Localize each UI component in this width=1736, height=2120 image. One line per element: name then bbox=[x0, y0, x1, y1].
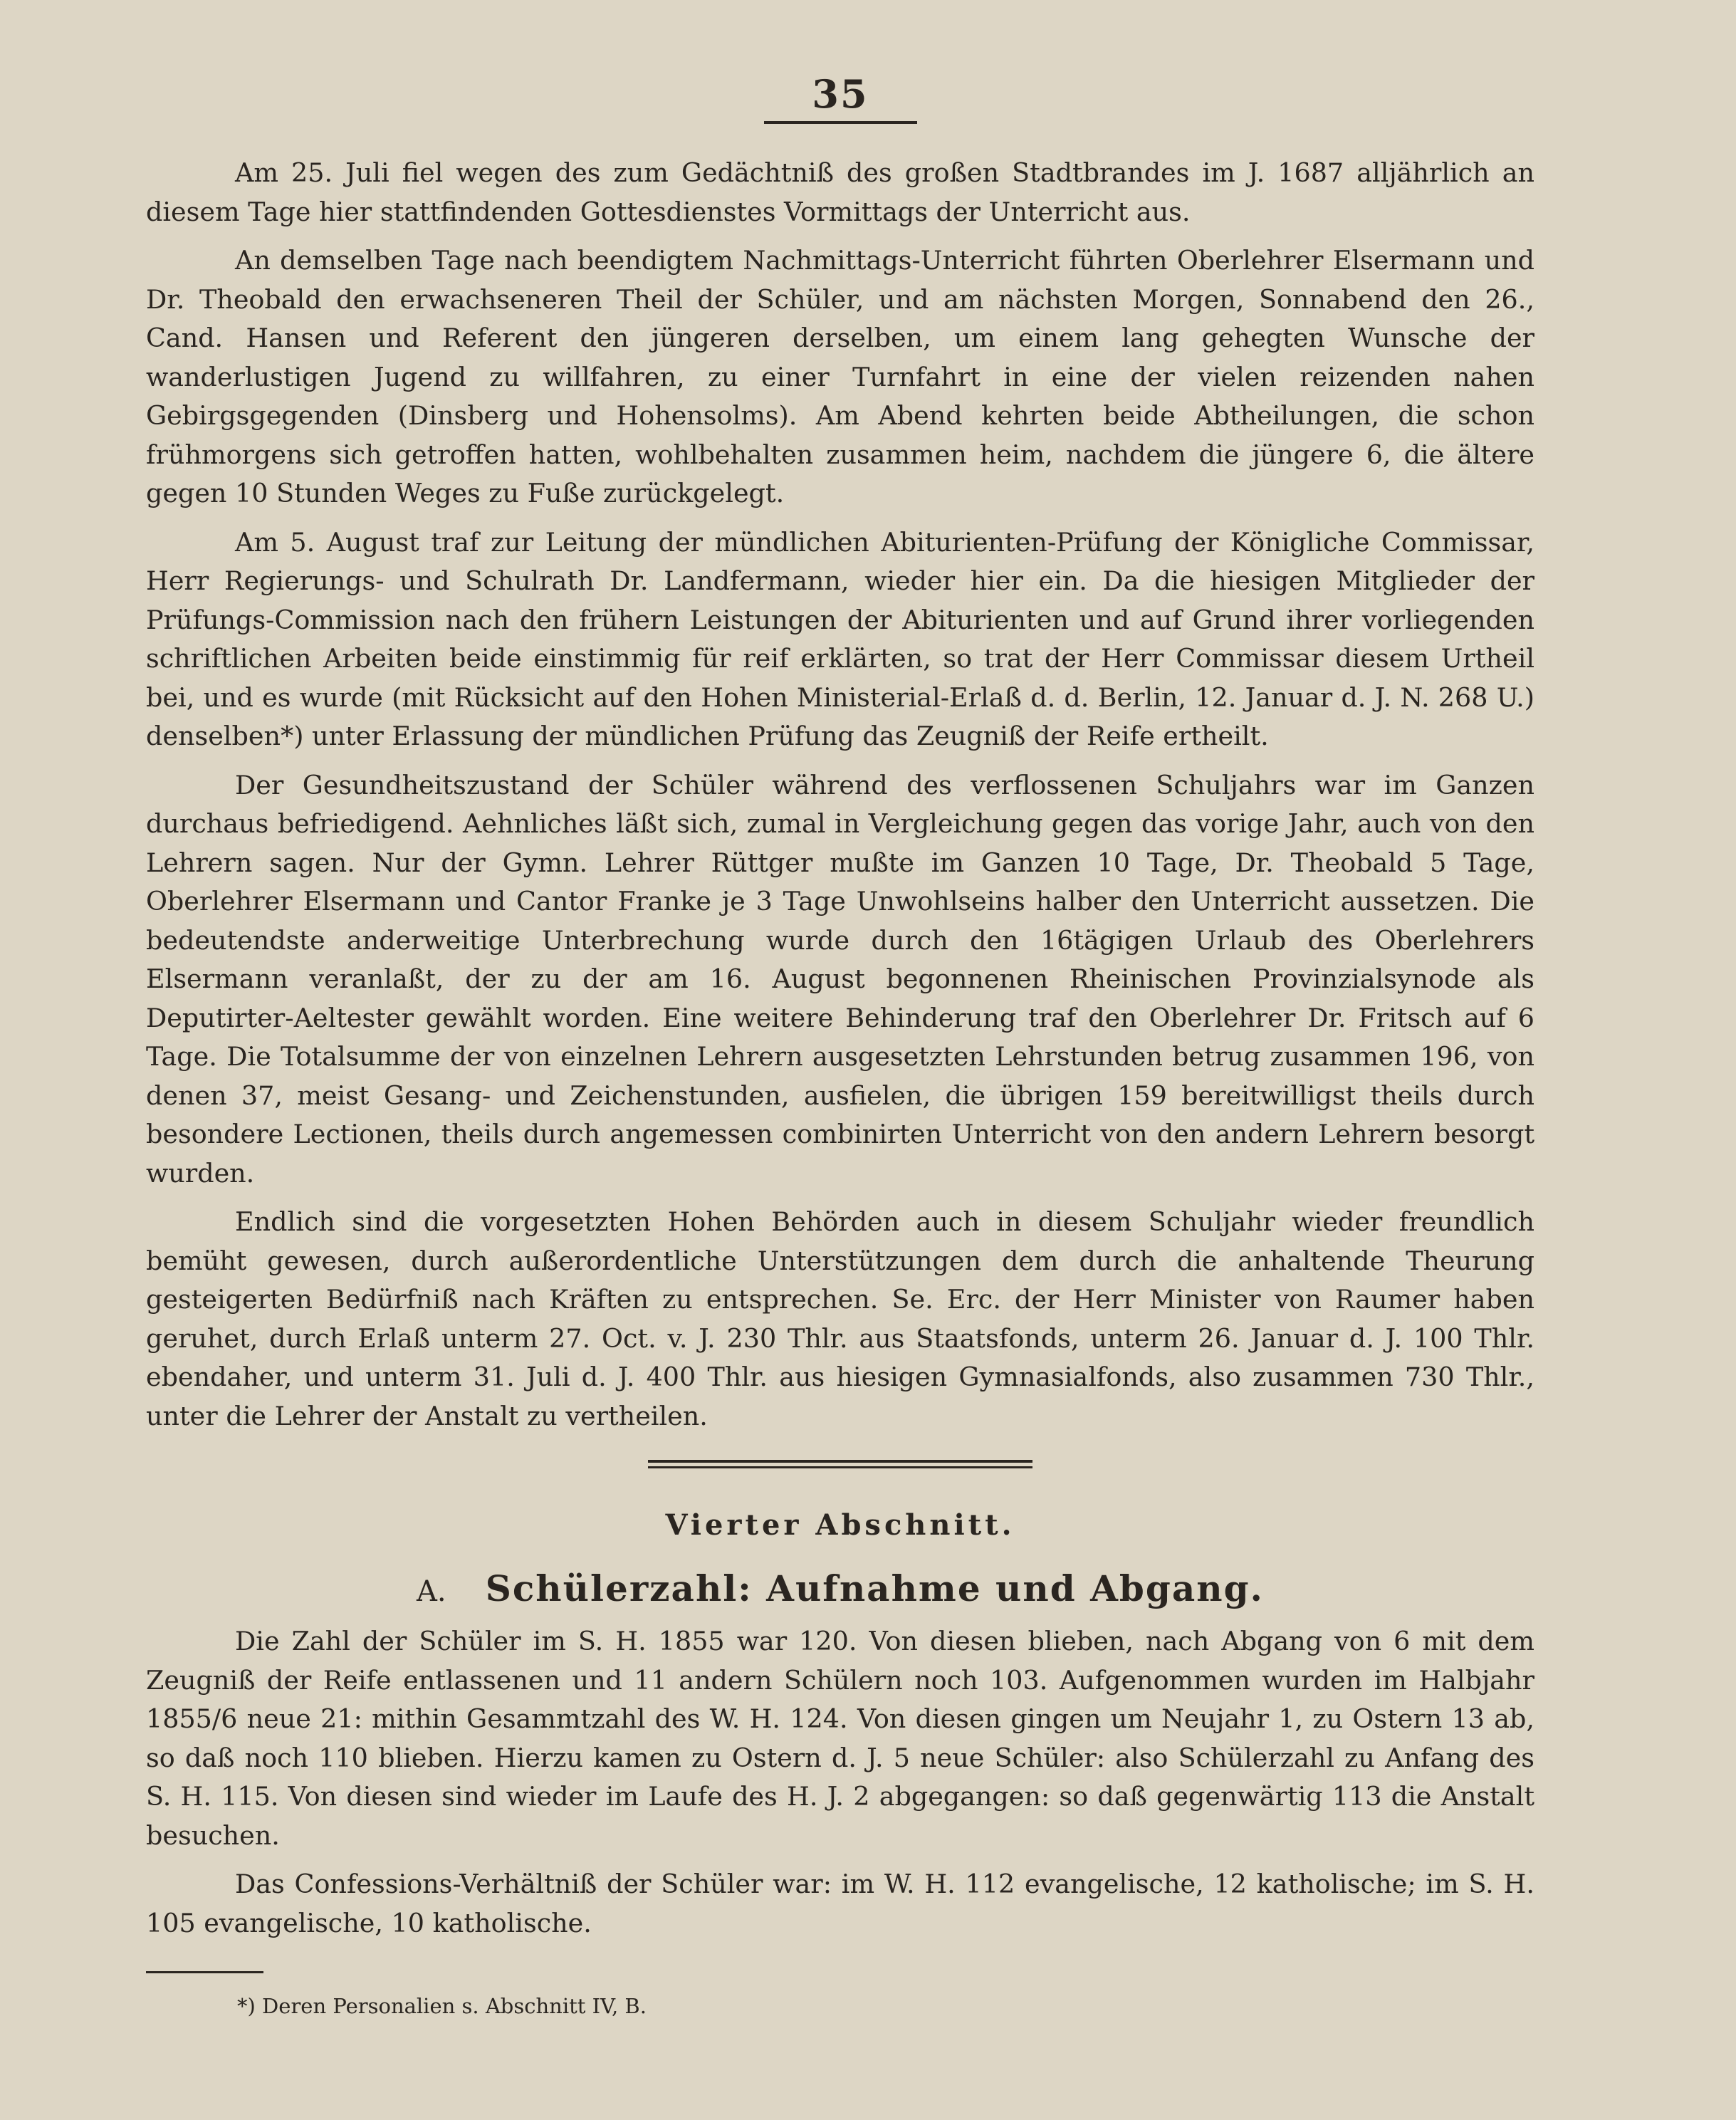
paragraph: An demselben Tage nach beendigtem Nachmittags-Unterricht führten Oberlehrer Elsermann und Dr. Theobald den erwachseneren Theil der Schüler, und am nächsten Morgen, Sonnabend den 26., Cand. Hansen und Referent den jüngeren derselben, um einem lang gehegten Wunsche der wanderlustigen Jugend zu willfahren, zu einer Turnfahrt in eine der vielen reizenden nahen Gebirgsgegenden (Dinsberg und Hohensolms). Am Abend kehrten beide Abtheilungen, die schon frühmorgens sich getroffen hatten, wohlbehalten zusammen heim, nachdem die jüngere 6, die ältere gegen 10 Stunden Weges zu Fuße zurückgelegt. bbox=[146, 245, 1534, 508]
paragraph: Am 25. Juli fiel wegen des zum Gedächtniß des großen Stadtbrandes im J. 1687 alljährlich an diesem Tage hier stattfindenden Gottesdienstes Vormittags der Unterricht aus. bbox=[146, 157, 1534, 227]
page-number-rule bbox=[764, 121, 917, 124]
paragraph: Endlich sind die vorgesetzten Hohen Behörden auch in diesem Schuljahr wieder freundlich bemüht gewesen, durch außerordentliche Unterstützungen dem durch die anhaltende Theurung gesteigerten Bedürfniß nach Kräften zu entsprechen. Se. Erc. der Herr Minister von Raumer haben geruhet, durch Erlaß unterm 27. Oct. v. J. 230 Thlr. aus Staatsfonds, unterm 26. Januar d. J. 100 Thlr. ebendaher, und unterm 31. Juli d. J. 400 Thlr. aus hiesigen Gymnasialfonds, also zusammen 730 Thlr., unter die Lehrer der Anstalt zu vertheilen. bbox=[146, 1206, 1534, 1431]
subheading-title: Schülerzahl: Aufnahme und Abgang. bbox=[485, 1567, 1264, 1609]
section-title: Vierter Abschnitt. bbox=[665, 1508, 1015, 1542]
paragraph: Das Confessions-Verhältniß der Schüler war: im W. H. 112 evangelische, 12 katholische; im S. H. 105 evangelische, 10 katholische. bbox=[146, 1869, 1534, 1938]
footnote: *) Deren Personalien s. Abschnitt IV, B. bbox=[237, 1994, 647, 2018]
subheading-letter: A. bbox=[417, 1575, 446, 1608]
paragraph: Der Gesundheitszustand der Schüler während des verflossenen Schuljahrs war im Ganzen durchaus befriedigend. Aehnliches läßt sich, zumal in Vergleichung gegen das vorige Jahr, auch von den Lehrern sagen. Nur der Gymn. Lehrer Rüttger mußte im Ganzen 10 Tage, Dr. Theobald 5 Tage, Oberlehrer Elsermann und Cantor Franke je 3 Tage Unwohlseins halber den Unterricht aussetzen. Die bedeutendste anderweitige Unterbrechung wurde durch den 16tägigen Urlaub des Oberlehrers Elsermann veranlaßt, der zu der am 16. August begonnenen Rheinischen Provinzialsynode als Deputirter-Aeltester gewählt worden. Eine weitere Behinderung traf den Oberlehrer Dr. Fritsch auf 6 Tage. Die Totalsumme der von einzelnen Lehrern ausgesetzten Lehrstunden betrug zusammen 196, von denen 37, meist Gesang- und Zeichenstunden, ausfielen, die übrigen 159 bereitwilligst theils durch besondere Lectionen, theils durch angemessen combinirten Unterricht von den andern Lehrern besorgt wurden. bbox=[146, 769, 1534, 1189]
footnote-rule bbox=[146, 1971, 263, 1973]
section-divider bbox=[648, 1460, 1032, 1468]
subheading bbox=[146, 1564, 1534, 1622]
paragraph: Am 5. August traf zur Leitung der mündlichen Abiturienten-Prüfung der Königliche Commissar, Herr Regierungs- und Schulrath Dr. Landfermann, wieder hier ein. Da die hiesigen Mitglieder der Prüfungs-Commission nach den frühern Leistungen der Abiturienten und auf Grund ihrer vorliegenden schriftlichen Arbeiten beide einstimmig für reif erklärten, so trat der Herr Commissar diesem Urtheil bei, und es wurde (mit Rücksicht auf den Hohen Ministerial-Erlaß d. d. Berlin, 12. Januar d. J. N. 268 U.) denselben*) unter Erlassung der mündlichen Prüfung das Zeugniß der Reife ertheilt. bbox=[146, 526, 1534, 751]
page-content bbox=[146, 71, 1534, 2022]
paragraph: Die Zahl der Schüler im S. H. 1855 war 120. Von diesen blieben, nach Abgang von 6 mit dem Zeugniß der Reife entlassenen und 11 andern Schülern noch 103. Aufgenommen wurden im Halbjahr 1855/6 neue 21: mithin Gesammtzahl des W. H. 124. Von diesen gingen um Neujahr 1, zu Ostern 13 ab, so daß noch 110 blieben. Hierzu kamen zu Ostern d. J. 5 neue Schüler: also Schülerzahl zu Anfang des S. H. 115. Von diesen sind wieder im Laufe des H. J. 2 abgegangen: so daß gegenwärtig 113 die Anstalt besuchen. bbox=[146, 1626, 1534, 1851]
page-number: 35 bbox=[812, 71, 869, 117]
